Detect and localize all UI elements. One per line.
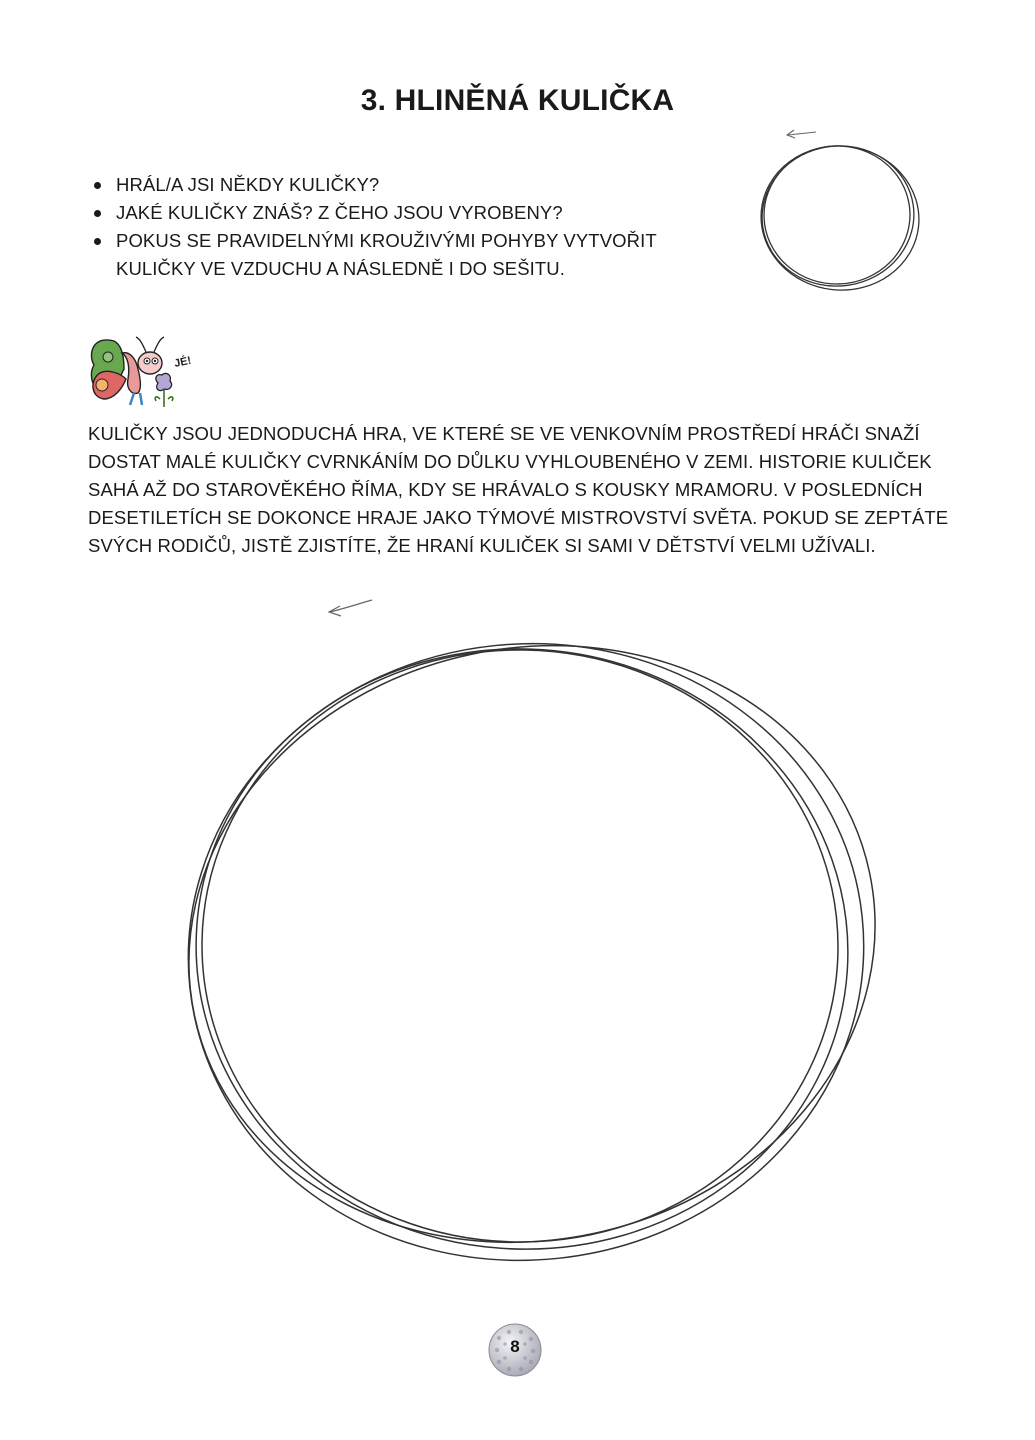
list-item: POKUS SE PRAVIDELNÝMI KROUŽIVÝMI POHYBY VYTVOŘIT KULIČKY VE VZDUCHU A NÁSLEDNĚ I DO SEŠITU. <box>94 227 694 283</box>
question-list <box>94 171 694 283</box>
list-item: JAKÉ KULIČKY ZNÁŠ? Z ČEHO JSOU VYROBENY? <box>94 199 694 227</box>
butterfly-mascot-icon <box>84 333 194 413</box>
small-tracing-circle <box>740 120 940 300</box>
large-tracing-circle <box>170 592 900 1312</box>
list-item: HRÁL/A JSI NĚKDY KULIČKY? <box>94 171 694 199</box>
body-paragraph: KULIČKY JSOU JEDNODUCHÁ HRA, VE KTERÉ SE VE VENKOVNÍM PROSTŘEDÍ HRÁČI SNAŽÍ DOSTAT MALÉ KULIČKY CVRNKÁNÍM DO DŮLKU VYHLOUBENÉHO V ZEMI. HISTORIE KULIČEK SAHÁ AŽ DO STAROVĚKÉHO ŘÍMA, KDY SE HRÁVALO S KOUSKY MRAMORU. V POSLEDNÍCH DESETILETÍCH SE DOKONCE HRAJE JAKO TÝMOVÉ MISTROVSTVÍ SVĚTA. POKUD SE ZEPTÁTE SVÝCH RODIČŮ, JISTĚ ZJISTÍTE, ŽE HRANÍ KULIČEK SI SAMI V DĚTSTVÍ VELMI UŽÍVALI. <box>88 423 949 556</box>
arrow-icon <box>329 600 372 616</box>
page-number: 8 <box>510 1337 520 1356</box>
page-title: 3. HLINĚNÁ KULIČKA <box>360 84 675 117</box>
butterfly-exclamation: JÉ! <box>173 354 193 370</box>
arrow-icon <box>787 130 816 138</box>
